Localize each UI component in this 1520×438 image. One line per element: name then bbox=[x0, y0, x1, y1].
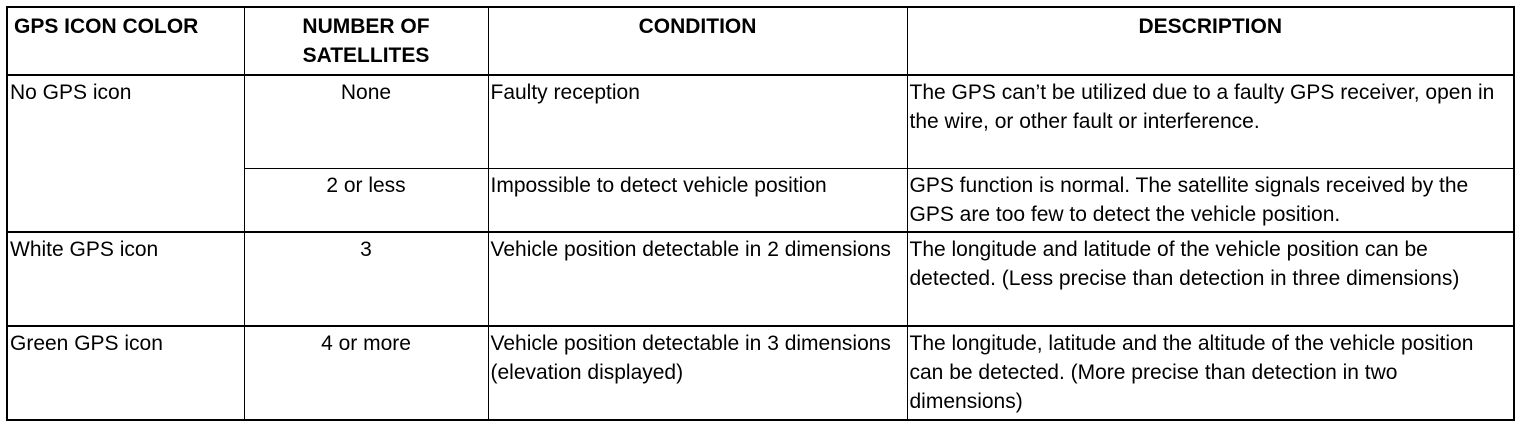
header-condition: CONDITION bbox=[488, 7, 907, 75]
table-row bbox=[7, 232, 1514, 326]
cell-description: The GPS can’t be utilized due to a faulty GPS receiver, open in the wire, or other fault or interference. bbox=[907, 75, 1514, 169]
cell-description: The longitude and latitude of the vehicle position can be detected. (Less precise than detection in three dimensions) bbox=[907, 232, 1514, 326]
table-row bbox=[7, 326, 1514, 420]
table-row bbox=[7, 75, 1514, 169]
cell-satellites: None bbox=[244, 75, 488, 169]
cell-condition: Impossible to detect vehicle position bbox=[488, 169, 907, 233]
header-number-of-satellites: NUMBER OF SATELLITES bbox=[244, 7, 488, 75]
header-gps-icon-color: GPS ICON COLOR bbox=[7, 7, 244, 75]
cell-description: GPS function is normal. The satellite signals received by the GPS are too few to detect the vehicle position. bbox=[907, 169, 1514, 233]
cell-condition: Vehicle position detectable in 2 dimensions bbox=[488, 232, 907, 326]
cell-icon-color: No GPS icon bbox=[7, 75, 244, 232]
cell-icon-color: Green GPS icon bbox=[7, 326, 244, 420]
cell-description: The longitude, latitude and the altitude of the vehicle position can be detected. (More precise than detection in two dimensions) bbox=[907, 326, 1514, 420]
cell-condition: Faulty reception bbox=[488, 75, 907, 169]
table-header-row bbox=[7, 7, 1514, 75]
cell-satellites: 3 bbox=[244, 232, 488, 326]
header-description: DESCRIPTION bbox=[907, 7, 1514, 75]
cell-condition: Vehicle position detectable in 3 dimensions (elevation displayed) bbox=[488, 326, 907, 420]
gps-status-table bbox=[6, 6, 1515, 421]
cell-satellites: 2 or less bbox=[244, 169, 488, 233]
cell-satellites: 4 or more bbox=[244, 326, 488, 420]
cell-icon-color: White GPS icon bbox=[7, 232, 244, 326]
